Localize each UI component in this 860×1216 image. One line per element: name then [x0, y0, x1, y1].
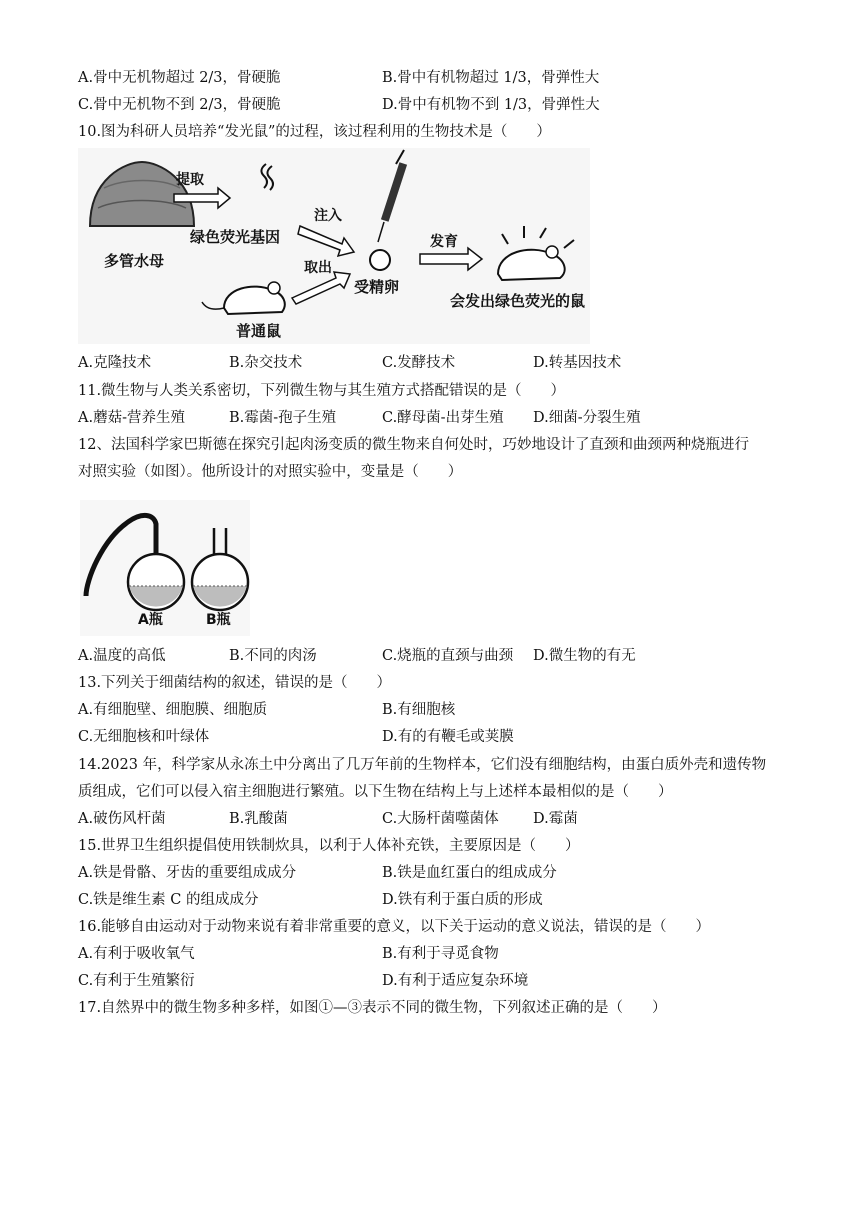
q16-option-d: D.有利于适应复杂环境	[382, 973, 529, 989]
q9-option-b: B.骨中有机物超过 1/3，骨弹性大	[382, 70, 600, 86]
label-jellyfish: 多管水母	[104, 252, 165, 270]
q13-option-c: C.无细胞核和叶绿体	[78, 729, 210, 745]
q16-option-a: A.有利于吸收氧气	[78, 946, 195, 962]
q11-option-b: B.霉菌-孢子生殖	[229, 410, 337, 426]
q12-option-d: D.微生物的有无	[533, 648, 636, 664]
label-egg: 受精卵	[354, 278, 400, 296]
q14-stem-line1: 14.2023 年，科学家从永冻土中分离出了几万年前的生物样本，它们没有细胞结构，由蛋白质外壳和遗传物	[78, 757, 767, 773]
q16-stem: 16.能够自由运动对于动物来说有着非常重要的意义，以下关于运动的意义说法，错误的是（ ）	[78, 919, 711, 935]
glowing-mouse-diagram	[78, 148, 590, 344]
label-mouse: 普通鼠	[236, 322, 282, 340]
q9-option-c: C.骨中无机物不到 2/3，骨硬脆	[78, 97, 281, 113]
q10-option-c: C.发酵技术	[382, 355, 456, 371]
pasteur-flask-diagram	[80, 500, 250, 636]
q11-option-a: A.蘑菇-营养生殖	[78, 410, 185, 426]
q12-option-c: C.烧瓶的直颈与曲颈	[382, 648, 514, 664]
q9-option-a: A.骨中无机物超过 2/3，骨硬脆	[78, 70, 281, 86]
q14-option-a: A.破伤风杆菌	[78, 811, 166, 827]
q13-option-a: A.有细胞壁、细胞膜、细胞质	[78, 702, 268, 718]
q15-option-d: D.铁有利于蛋白质的形成	[382, 892, 543, 908]
q11-option-d: D.细菌-分裂生殖	[533, 410, 641, 426]
q13-stem: 13.下列关于细菌结构的叙述，错误的是（ ）	[78, 675, 392, 691]
q12-stem-line2: 对照实验（如图）。他所设计的对照实验中，变量是（ ）	[78, 464, 463, 480]
q11-option-c: C.酵母菌-出芽生殖	[382, 410, 504, 426]
q12-option-a: A.温度的高低	[78, 648, 166, 664]
q10-option-b: B.杂交技术	[229, 355, 303, 371]
q12-stem-line1: 12、法国科学家巴斯德在探究引起肉汤变质的微生物来自何处时，巧妙地设计了直颈和曲颈两种烧瓶进行	[78, 437, 749, 453]
label-flask-a: A瓶	[138, 612, 163, 628]
q11-stem: 11.微生物与人类关系密切，下列微生物与其生殖方式搭配错误的是（ ）	[78, 383, 566, 399]
q9-option-d: D.骨中有机物不到 1/3，骨弹性大	[382, 97, 600, 113]
q10-stem: 10.图为科研人员培养“发光鼠”的过程，该过程利用的生物技术是（ ）	[78, 124, 551, 140]
label-inject: 注入	[314, 208, 342, 224]
q14-option-b: B.乳酸菌	[229, 811, 288, 827]
label-gene: 绿色荧光基因	[190, 228, 281, 246]
q15-option-c: C.铁是维生素 C 的组成成分	[78, 892, 259, 908]
q15-stem: 15.世界卫生组织提倡使用铁制炊具，以利于人体补充铁，主要原因是（ ）	[78, 838, 580, 854]
q13-option-d: D.有的有鞭毛或荚膜	[382, 729, 514, 745]
q12-option-b: B.不同的肉汤	[229, 648, 317, 664]
label-extract: 提取	[176, 172, 204, 188]
label-glow-mouse: 会发出绿色荧光的鼠	[450, 292, 586, 310]
label-develop: 发育	[430, 234, 458, 250]
q10-option-d: D.转基因技术	[533, 355, 622, 371]
q15-option-b: B.铁是血红蛋白的组成成分	[382, 865, 557, 881]
label-flask-b: B瓶	[206, 612, 231, 628]
q15-option-a: A.铁是骨骼、牙齿的重要组成成分	[78, 865, 297, 881]
q10-option-a: A.克隆技术	[78, 355, 152, 371]
label-take-out: 取出	[304, 260, 332, 276]
q14-option-c: C.大肠杆菌噬菌体	[382, 811, 499, 827]
q16-option-b: B.有利于寻觅食物	[382, 946, 499, 962]
q16-option-c: C.有利于生殖繁衍	[78, 973, 195, 989]
q13-option-b: B.有细胞核	[382, 702, 456, 718]
q17-stem: 17.自然界中的微生物多种多样，如图①—③表示不同的微生物，下列叙述正确的是（ ）	[78, 1000, 667, 1016]
q14-stem-line2: 质组成，它们可以侵入宿主细胞进行繁殖。以下生物在结构上与上述样本最相似的是（ ）	[78, 784, 673, 800]
egg-icon	[370, 250, 390, 270]
q14-option-d: D.霉菌	[533, 811, 578, 827]
